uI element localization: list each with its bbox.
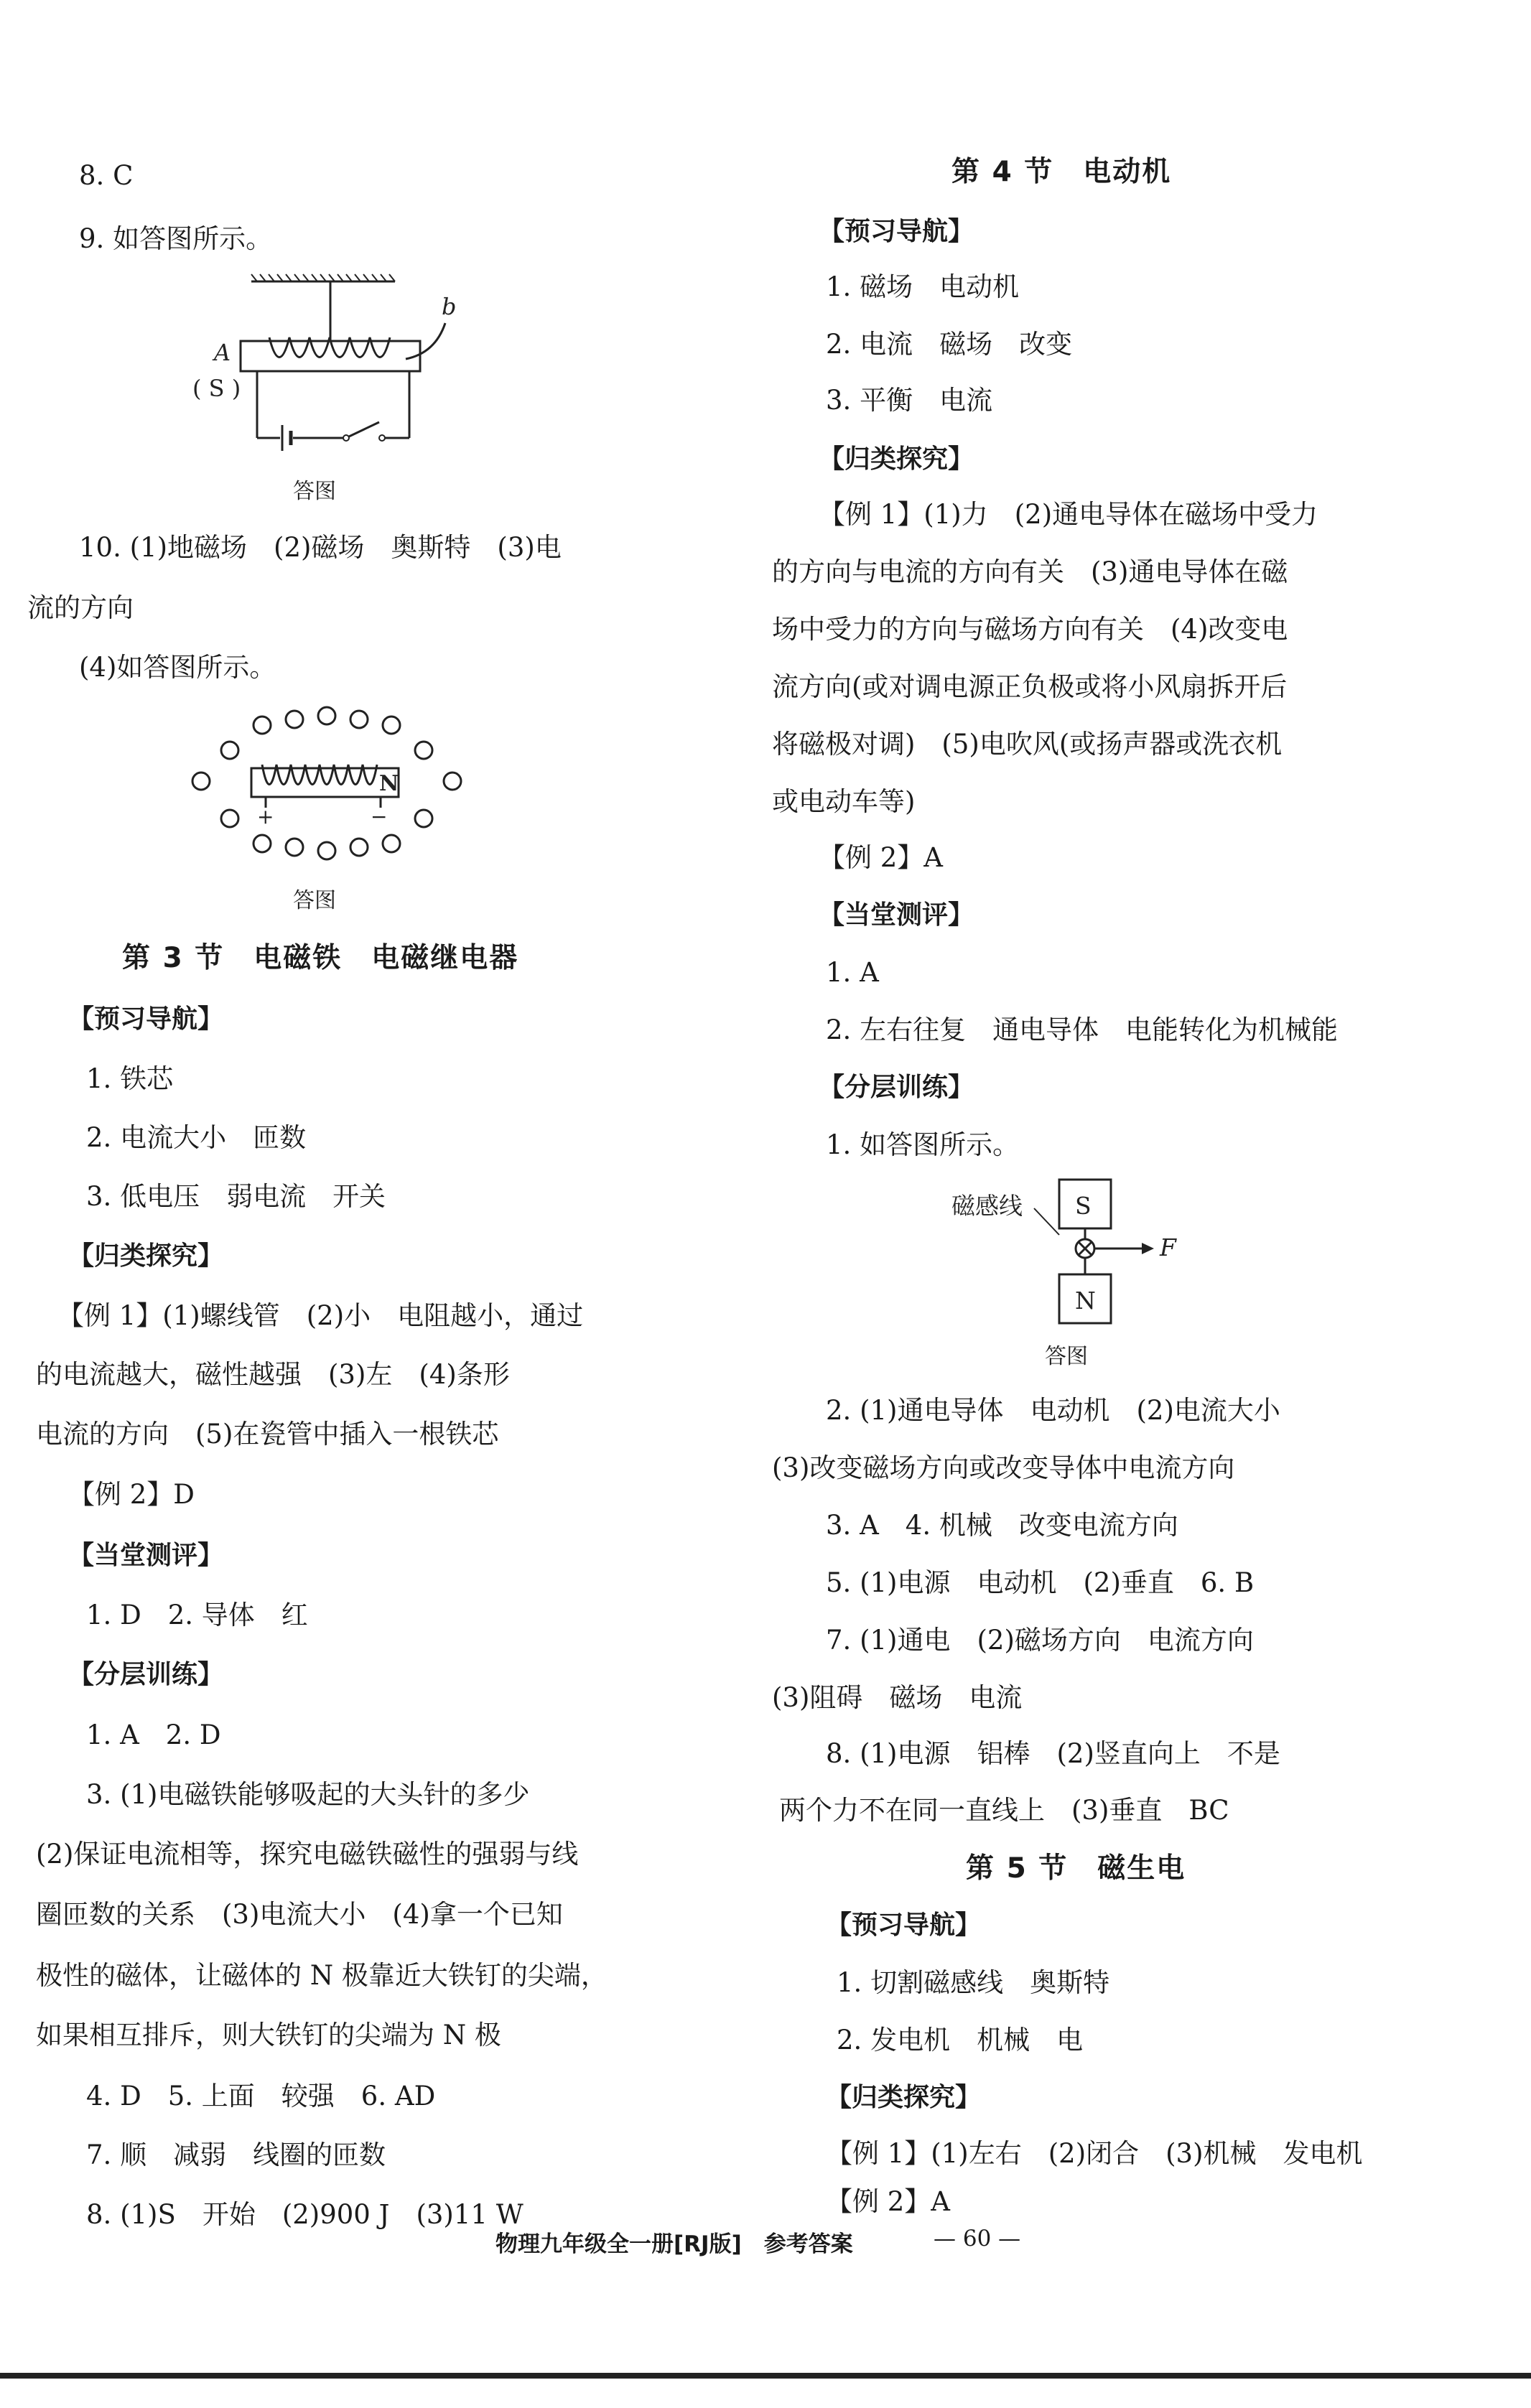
- heading-preview-2: 【预习导航】: [826, 1910, 982, 1940]
- solenoid-figure: [151, 273, 510, 459]
- answer-10-line1: 10. (1)地磁场 (2)磁场 奥斯特 (3)电: [79, 532, 562, 563]
- heading-class-test: 【当堂测评】: [819, 900, 974, 930]
- example-1-line3: 电流的方向 (5)在瓷管中插入一根铁芯: [36, 1419, 499, 1450]
- layered-4: 4. D 5. 上面 较强 6. AD: [86, 2081, 436, 2111]
- example-1-line2: 的电流越大，磁性越强 (3)左 (4)条形: [36, 1359, 510, 1390]
- label-f: F: [1160, 1233, 1176, 1261]
- layered-3: 3. A 4. 机械 改变电流方向: [826, 1510, 1178, 1541]
- page-footer: [0, 2226, 1531, 2269]
- layered-8-line1: 8. (1)电源 铝棒 (2)竖直向上 不是: [826, 1738, 1280, 1769]
- class-test-1: 1. A: [826, 957, 879, 988]
- section-3-title: 第 3 节 电磁铁 电磁继电器: [122, 942, 519, 974]
- preview-2: 2. 电流 磁场 改变: [826, 329, 1073, 360]
- class-test-2: 2. 左右往复 通电导体 电能转化为机械能: [826, 1014, 1339, 1045]
- example-1-line3: 场中受力的方向与磁场方向有关 (4)改变电: [772, 614, 1288, 645]
- sec5-preview-1: 1. 切割磁感线 奥斯特: [837, 1967, 1110, 1998]
- heading-layered: 【分层训练】: [819, 1073, 974, 1102]
- label-field-line: 磁感线: [951, 1192, 1023, 1220]
- bottom-rule: [0, 2373, 1531, 2379]
- layered-2-line1: 2. (1)通电导体 电动机 (2)电流大小: [826, 1395, 1280, 1426]
- sec5-example-2: 【例 2】A: [826, 2186, 951, 2217]
- example-1-line4: 流方向(或对调电源正负极或将小风扇拆开后: [772, 671, 1288, 702]
- figure-caption: 答图: [293, 888, 336, 913]
- class-test-1: 1. D 2. 导体 红: [86, 1600, 308, 1630]
- page-number: — 60 —: [934, 2226, 1021, 2251]
- layered-3-line2: (2)保证电流相等，探究电磁铁磁性的强弱与线: [36, 1839, 579, 1870]
- preview-3: 3. 平衡 电流: [826, 385, 993, 416]
- sec5-example-1: 【例 1】(1)左右 (2)闭合 (3)机械 发电机: [826, 2138, 1363, 2169]
- label-s: ( S ): [192, 375, 241, 402]
- section-5-title: 第 5 节 磁生电: [966, 1852, 1186, 1885]
- heading-explore: 【归类探究】: [819, 444, 974, 474]
- section-4-title: 第 4 节 电动机: [951, 156, 1172, 188]
- label-n: N: [1075, 1287, 1096, 1315]
- answer-10-line2: 流的方向: [27, 592, 134, 623]
- example-2: 【例 2】A: [819, 842, 944, 873]
- figure-caption: 答图: [293, 479, 336, 504]
- example-1-line6: 或电动车等): [772, 786, 916, 817]
- label-n: N: [379, 771, 399, 796]
- footer-book-title: 物理九年级全一册[RJ版] 参考答案: [495, 2231, 853, 2257]
- answer-8: 8. C: [79, 160, 134, 191]
- preview-2: 2. 电流大小 匝数: [86, 1122, 307, 1153]
- label-plus: +: [257, 805, 274, 829]
- layered-5: 5. (1)电源 电动机 (2)垂直 6. B: [826, 1567, 1255, 1598]
- figure-caption: 答图: [1045, 1344, 1088, 1369]
- label-b: b: [442, 293, 457, 320]
- preview-1: 1. 铁芯: [86, 1063, 174, 1094]
- example-1-line5: 将磁极对调) (5)电吹风(或扬声器或洗衣机: [772, 729, 1283, 760]
- example-1-line1: 【例 1】(1)螺线管 (2)小 电阻越小，通过: [57, 1300, 584, 1331]
- answer-10-line3: (4)如答图所示。: [79, 652, 276, 683]
- layered-7-line2: (3)阻碍 磁场 电流: [772, 1682, 1023, 1713]
- layered-7-line1: 7. (1)通电 (2)磁场方向 电流方向: [826, 1625, 1254, 1656]
- layered-1: 1. 如答图所示。: [826, 1129, 1020, 1160]
- compass-solenoid-figure: [158, 700, 503, 872]
- heading-layered: 【分层训练】: [68, 1660, 224, 1689]
- layered-3-line3: 圈匝数的关系 (3)电流大小 (4)拿一个已知: [36, 1899, 563, 1930]
- preview-1: 1. 磁场 电动机: [826, 271, 1020, 302]
- layered-7: 7. 顺 减弱 线圈的匝数: [86, 2139, 386, 2170]
- layered-3-line4: 极性的磁体，让磁体的 N 极靠近大铁钉的尖端，: [36, 1960, 608, 1991]
- preview-3: 3. 低电压 弱电流 开关: [86, 1181, 386, 1212]
- layered-3-line1: 3. (1)电磁铁能够吸起的大头针的多少: [86, 1779, 530, 1810]
- motor-force-figure: [951, 1174, 1224, 1332]
- label-s: S: [1075, 1192, 1092, 1220]
- layered-8: 8. (1)S 开始 (2)900 J (3)11 W: [86, 2199, 523, 2230]
- example-1-line1: 【例 1】(1)力 (2)通电导体在磁场中受力: [819, 499, 1318, 530]
- example-1-line2: 的方向与电流的方向有关 (3)通电导体在磁: [772, 556, 1288, 587]
- heading-preview: 【预习导航】: [68, 1004, 224, 1034]
- label-minus: −: [371, 805, 388, 829]
- heading-preview: 【预习导航】: [819, 217, 974, 246]
- heading-explore-2: 【归类探究】: [826, 2083, 982, 2112]
- layered-1: 1. A 2. D: [86, 1719, 221, 1750]
- sec5-preview-2: 2. 发电机 机械 电: [837, 2025, 1084, 2055]
- layered-8-line2: 两个力不在同一直线上 (3)垂直 BC: [779, 1795, 1229, 1826]
- layered-2-line2: (3)改变磁场方向或改变导体中电流方向: [772, 1452, 1235, 1483]
- heading-explore: 【归类探究】: [68, 1241, 224, 1271]
- label-a: A: [214, 339, 231, 366]
- heading-class-test: 【当堂测评】: [68, 1541, 224, 1570]
- example-2: 【例 2】D: [68, 1479, 195, 1510]
- answer-9: 9. 如答图所示。: [79, 223, 273, 254]
- layered-3-line5: 如果相互排斥，则大铁钉的尖端为 N 极: [36, 2020, 501, 2050]
